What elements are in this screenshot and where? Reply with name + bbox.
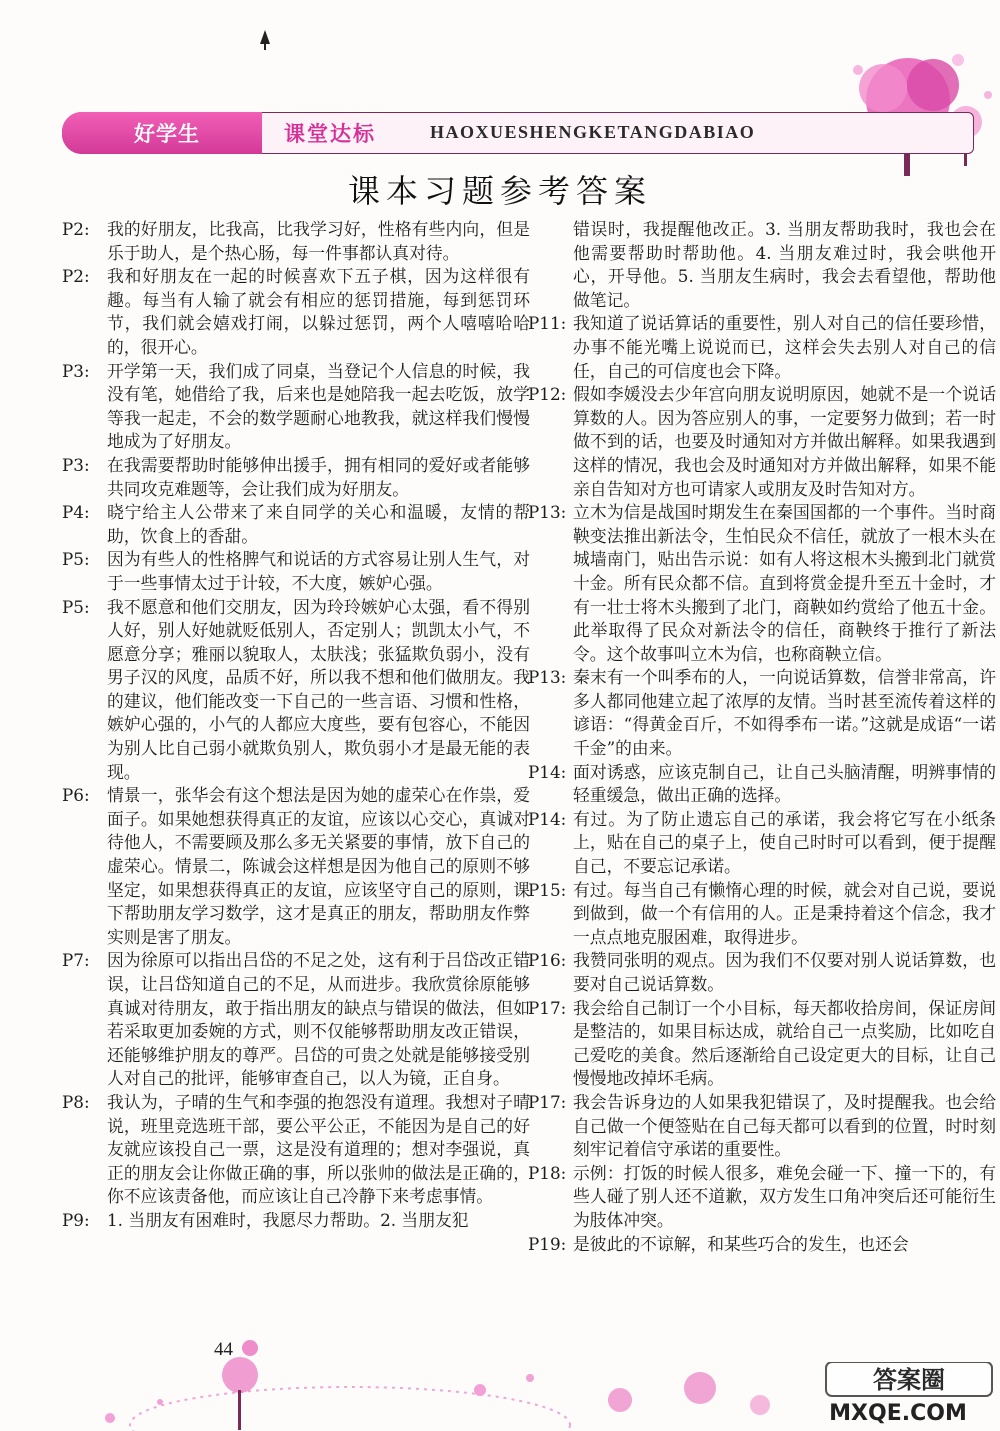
answer-page-label: P13: [528, 667, 567, 688]
answer-page-label: P14: [528, 808, 567, 829]
answer-text: 我和好朋友在一起的时候喜欢下五子棋，因为这样很有趣。每当有人输了就会有相应的惩罚措施，每到惩罚环节，我们就会嬉戏打闹，以躲过惩罚，两个人嘻嘻哈哈的，很开心。 [107, 266, 530, 357]
answer-entry [528, 1162, 996, 1233]
answer-text: 有过。为了防止遗忘自己的承诺，我会将它写在小纸条上，贴在自己的桌子上，使自己时时可以看到，便于提醒自己，不要忘记承诺。 [573, 808, 996, 877]
answer-page-label: P18: [528, 1162, 567, 1183]
watermark-logo-text: 答案圈 [873, 1366, 945, 1394]
answer-text: 示例：打饭的时候人很多，难免会碰一下、撞一下的，有些人碰了别人还不道歉，双方发生口角冲突后还可能衍生为肢体冲突。 [573, 1162, 996, 1230]
brand-title: 好学生 [134, 122, 200, 146]
answer-page-label: P16: [528, 950, 567, 971]
answer-entry [528, 218, 996, 312]
watermark-url: MXQE.COM [829, 1401, 967, 1426]
answer-entry [62, 501, 530, 548]
answer-page-label: P13: [528, 502, 567, 523]
answer-text: 情景一，张华会有这个想法是因为她的虚荣心在作祟，爱面子。如果她想获得真正的友谊，应该以心交心，真诚对待他人，不需要顾及那么多无关紧要的事情，放下自己的虚荣心。情景二，陈诚会这样想是因为他自己的原则不够坚定，如果想获得真正的友谊，应该坚守自己的原则，课下帮助朋友学习数学，这才是真正的朋友，帮助朋友作弊实则是害了朋友。 [107, 785, 530, 947]
answer-entry [62, 949, 530, 1091]
answer-entry [62, 1091, 530, 1209]
answer-page-label: P3: [62, 360, 90, 381]
answer-text: 我的好朋友，比我高，比我学习好，性格有些内向，但是乐于助人，是个热心肠，每一件事都认真对待。 [107, 219, 530, 263]
answer-entry [62, 596, 530, 785]
answer-text: 是彼此的不谅解，和某些巧合的发生，也还会 [573, 1233, 909, 1254]
answer-page-label: P17: [528, 997, 567, 1018]
answer-page-label: P9: [62, 1209, 90, 1230]
answer-text: 我知道了说话算话的重要性，别人对自己的信任要珍惜，办事不能光嘴上说说而已，这样会失去别人对自己的信任，自己的可信度也会下降。 [573, 313, 996, 381]
answer-text: 我会给自己制订一个小目标，每天都收拾房间，保证房间是整洁的，如果目标达成，就给自己一点奖励，比如吃自己爱吃的美食。然后逐渐给自己设定更大的目标，让自己慢慢地改掉坏毛病。 [573, 997, 996, 1089]
answer-text: 因为徐原可以指出吕岱的不足之处，这有利于吕岱改正错误，让吕岱知道自己的不足，从而进步。我欣赏徐原能够真诚对待朋友，敢于指出朋友的缺点与错误的做法，但如若采取更加委婉的方式，则不仅能够帮助朋友改正错误，还能够维护朋友的尊严。吕岱的可贵之处就是能够接受别人对自己的批评，能够审查自己，以人为镜，正自身。 [107, 950, 530, 1089]
answer-page-label: P12: [528, 384, 567, 405]
answer-text: 面对诱惑，应该克制自己，让自己头脑清醒，明辨事情的轻重缓急，做出正确的选择。 [573, 761, 996, 806]
answers-left-column [62, 218, 530, 1233]
answer-page-label: P5: [62, 596, 90, 617]
answer-text: 我赞同张明的观点。因为我们不仅要对别人说话算数，也要对自己说话算数。 [573, 950, 996, 994]
answer-entry [62, 218, 530, 265]
answer-page-label: P4: [62, 502, 90, 523]
answer-page-label: P19: [528, 1233, 567, 1254]
answer-entry [528, 312, 996, 383]
answer-page-label: P6: [62, 785, 90, 806]
answer-entry [62, 360, 530, 454]
answer-entry [528, 501, 996, 666]
answer-text: 1. 当朋友有困难时，我愿尽力帮助。2. 当朋友犯 [107, 1209, 469, 1230]
answer-entry [528, 949, 996, 996]
answer-text: 在我需要帮助时能够伸出援手，拥有相同的爱好或者能够共同攻克难题等，会让我们成为好朋友。 [107, 454, 530, 499]
answer-page-label: P14: [528, 761, 567, 782]
answer-entry [528, 879, 996, 950]
answer-page-label: P2: [62, 266, 90, 287]
page-number: 44 [214, 1339, 233, 1360]
answer-text: 立木为信是战国时期发生在秦国国都的一个事件。当时商鞅变法推出新法令，生怕民众不信任，就放了一根木头在城墙南门，贴出告示说：如有人将这根木头搬到北门就赏十金。所有民众都不信。直到将赏金提升至五十金时，才有一壮士将木头搬到了北门，商鞅如约赏给了他五十金。此举取得了民众对新法令的信任，商鞅终于推行了新法令。这个故事叫立木为信，也称商鞅立信。 [573, 502, 996, 664]
answer-entry [528, 997, 996, 1091]
answer-text: 我会告诉身边的人如果我犯错误了，及时提醒我。也会给自己做一个便签贴在自己每天都可以看到的位置，时时刻刻牢记着信守承诺的重要性。 [573, 1091, 996, 1160]
answer-text: 错误时，我提醒他改正。3. 当朋友帮助我时，我也会在他需要帮助时帮助他。4. 当朋友难过时，我会哄他开心，开导他。5. 当朋友生病时，我会去看望他，帮助他做笔记。 [573, 219, 996, 310]
page-title: 课本习题参考答案 [347, 172, 652, 210]
tree-illustration [838, 40, 998, 180]
answer-entry [528, 383, 996, 501]
pinyin-title: HAOXUESHENGKETANGDABIAO [430, 122, 756, 142]
answer-entry [62, 548, 530, 595]
answer-text: 我不愿意和他们交朋友，因为玲玲嫉妒心太强，看不得别人好，别人好她就贬低别人，否定别人；凯凯太小气，不愿意分享；雅丽以貌取人，太肤浅；张猛欺负弱小，没有男子汉的风度，品质不好，所以我不想和他们做朋友。我的建议，他们能改变一下自己的一些言语、习惯和性格，嫉妒心强的，小气的人都应大度些，要有包容心，不能因为别人比自己弱小就欺负别人，欺负弱小才是最无能的表现。 [107, 596, 530, 782]
answer-page-label: P2: [62, 219, 90, 239]
answer-text: 秦末有一个叫季布的人，一向说话算数，信誉非常高，许多人都同他建立起了浓厚的友情。当时甚至流传着这样的谚语：“得黄金百斤，不如得季布一诺。”这就是成语“一诺千金”的由来。 [573, 667, 996, 759]
answer-entry [528, 808, 996, 879]
section-title: 课堂达标 [284, 122, 376, 146]
answer-page-label: P7: [62, 950, 90, 971]
answer-page-label: P15: [528, 879, 567, 900]
answer-entry [528, 1233, 996, 1257]
answer-entry [62, 454, 530, 501]
watermark-logo [800, 1362, 996, 1426]
answer-page-label: P5: [62, 549, 90, 570]
answer-entry [528, 666, 996, 760]
answer-page-label: P11: [528, 313, 567, 334]
answer-text: 我认为，子晴的生气和李强的抱怨没有道理。我想对子晴说，班里竞选班干部，要公平公正，不能因为是自己的好友就应该投自己一票，这是没有道理的；想对李强说，真正的朋友会让你做正确的事，所以张帅的做法是正确的，你不应该责备他，而应该让自己冷静下来考虑事情。 [107, 1091, 530, 1207]
answer-entry [62, 265, 530, 359]
answer-text: 有过。每当自己有懒惰心理的时候，就会对自己说，要说到做到，做一个有信用的人。正是秉持着这个信念，我才一点点地克服困难，取得进步。 [573, 879, 996, 947]
answer-text: 晓宁给主人公带来了来自同学的关心和温暖，友情的帮助，饮食上的香甜。 [107, 502, 530, 546]
answer-text: 开学第一天，我们成了同桌，当登记个人信息的时候，我没有笔，她借给了我，后来也是她陪我一起去吃饭，放学等我一起走，不会的数学题耐心地教我，就这样我们慢慢地成为了好朋友。 [107, 360, 530, 452]
answers-right-column [528, 218, 996, 1256]
answer-page-label: P3: [62, 454, 90, 475]
answer-page-label: P17: [528, 1091, 567, 1112]
header-banner [62, 112, 974, 154]
answer-entry [62, 784, 530, 949]
answer-text: 因为有些人的性格脾气和说话的方式容易让别人生气，对于一些事情太过于计较，不大度，嫉妒心强。 [107, 549, 530, 593]
answer-entry [528, 761, 996, 808]
answer-text: 假如李媛没去少年宫向朋友说明原因，她就不是一个说话算数的人。因为答应别人的事，一定要努力做到；若一时做不到的话，也要及时通知对方并做出解释。如果我遇到这样的情况，我也会及时通知对方并做出解释，如果不能亲自告知对方也可请家人或朋友及时告知对方。 [573, 384, 996, 499]
answer-page-label: P8: [62, 1091, 90, 1112]
small-tree-decoration [258, 30, 272, 52]
answer-entry [62, 1209, 530, 1233]
answer-entry [528, 1091, 996, 1162]
